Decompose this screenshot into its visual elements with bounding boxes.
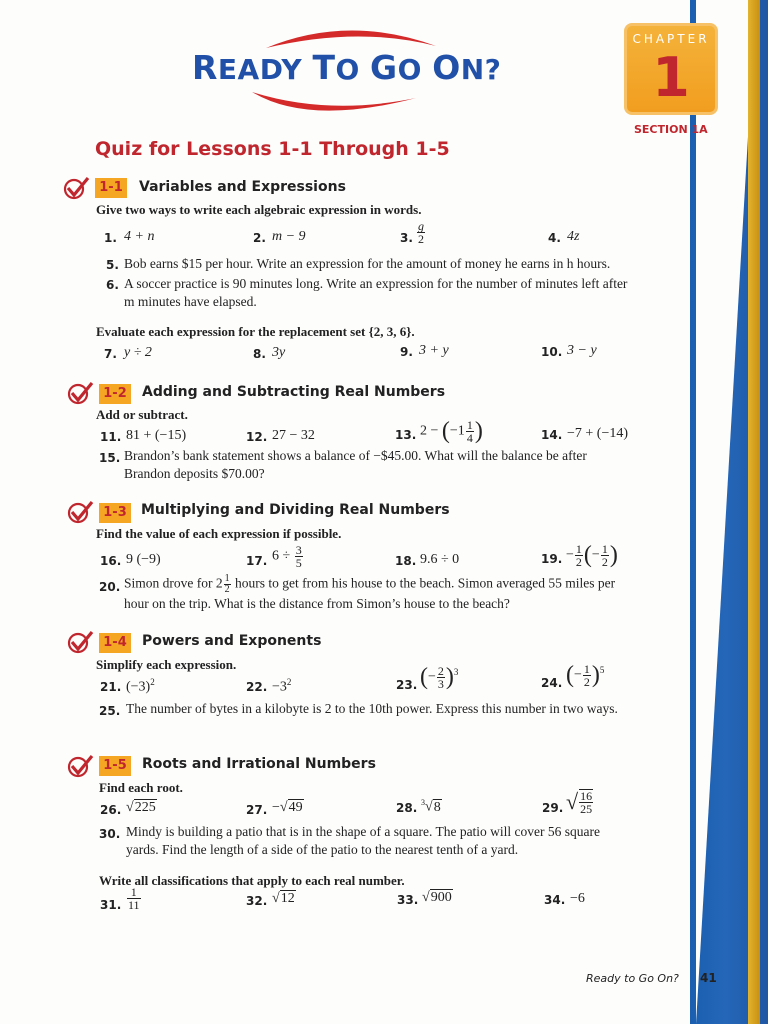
- problem-expression: √900: [422, 890, 452, 905]
- problem-expression: y ÷ 2: [124, 345, 152, 360]
- instruction: Evaluate each expression for the replacement set {2, 3, 6}.: [96, 324, 415, 339]
- problem-number: 27.: [246, 803, 268, 817]
- footer-text: Ready to Go On?: [586, 972, 679, 985]
- problem-expression: 81 + (−15): [126, 428, 187, 443]
- section-title: Variables and Expressions: [139, 179, 346, 195]
- problem-expression: − $\frac{1}{2}$ (− $\frac{1}{2}$ ): [566, 542, 618, 569]
- problem-number: 11.: [100, 430, 122, 444]
- quiz-title: Quiz for Lessons 1-1 Through 1-5: [95, 138, 450, 160]
- instruction: Simplify each expression.: [96, 657, 237, 672]
- section-title: Roots and Irrational Numbers: [142, 756, 376, 772]
- problem-number: 28.: [396, 801, 418, 815]
- word-problem: Brandon’s bank statement shows a balance of −$45.00. What will the balance be after Brandon deposits $70.00?: [124, 448, 587, 481]
- word-problem: Mindy is building a patio that is in the shape of a square. The patio will cover 56 square yards. Find the length of a side of the patio to the nearest tenth of a yard.: [126, 824, 601, 857]
- problem-expression: (− $\frac{1}{2}$ )$^5$: [566, 662, 605, 689]
- problem-expression: −6: [570, 891, 585, 906]
- problem-expression: 3 + y: [419, 343, 449, 358]
- word-problem: A soccer practice is 90 minutes long. Write an expression for the number of minutes left after m minutes have elapsed.: [124, 276, 628, 309]
- section-title: Adding and Subtracting Real Numbers: [142, 384, 446, 400]
- chapter-label: CHAPTER: [632, 32, 710, 46]
- problem-expression: √12: [272, 891, 295, 906]
- problem-number: 2.: [253, 231, 266, 245]
- problem-expression: $\frac{g}{2}$: [418, 219, 424, 246]
- problem-number: 4.: [548, 231, 561, 245]
- section-label: SECTION 1A: [634, 123, 708, 136]
- problem-number: 23.: [396, 678, 418, 692]
- problem-expression: −√49: [272, 800, 303, 815]
- problem-number: 34.: [544, 893, 566, 907]
- section-badge: 1-4: [99, 633, 131, 653]
- problem-expression: 2 − (−1 $\frac{1}{4}$ ): [420, 418, 483, 445]
- section-badge: 1-2: [99, 384, 131, 404]
- problem-number: 31.: [100, 898, 122, 912]
- chapter-number: 1: [652, 46, 690, 109]
- problem-expression: 4 + n: [124, 229, 155, 244]
- problem-expression: 9.6 ÷ 0: [420, 552, 460, 567]
- problem-expression: 6 ÷ $\frac{3}{5}$: [272, 543, 302, 570]
- problem-number: 21.: [100, 680, 122, 694]
- problem-number: 3.: [400, 231, 413, 245]
- section-badge: 1-3: [99, 503, 131, 523]
- check-mark-icon: [66, 381, 94, 405]
- instruction: Find each root.: [99, 780, 183, 795]
- page-number: 41: [700, 971, 717, 985]
- problem-number: 12.: [246, 430, 268, 444]
- side-band-gold-stripe: [748, 0, 760, 1024]
- problem-number: 18.: [395, 554, 417, 568]
- problem-number: 10.: [541, 345, 563, 359]
- instruction: Write all classifications that apply to each real number.: [99, 873, 405, 888]
- problem-expression: $(-3)^2$: [126, 677, 155, 695]
- instruction: Add or subtract.: [96, 407, 188, 422]
- problem-number: 30.: [99, 827, 121, 841]
- problem-number: 26.: [100, 803, 122, 817]
- problem-number: 14.: [541, 428, 563, 442]
- problem-number: 19.: [541, 552, 563, 566]
- problem-number: 32.: [246, 894, 268, 908]
- problem-number: 7.: [104, 347, 117, 361]
- problem-expression: 4z: [567, 229, 580, 244]
- problem-expression: (− $\frac{2}{3}$ )$^3$: [420, 664, 459, 691]
- problem-expression: √225: [126, 800, 156, 815]
- problem-expression: √ $\frac{16}{25}$: [566, 789, 593, 816]
- problem-number: 22.: [246, 680, 268, 694]
- problem-number: 6.: [106, 278, 119, 292]
- problem-expression: −7 + (−14): [567, 426, 629, 441]
- problem-expression: m − 9: [272, 229, 306, 244]
- problem-number: 5.: [106, 258, 119, 272]
- problem-expression: 3y: [272, 345, 286, 360]
- section-badge: 1-5: [99, 756, 131, 776]
- chapter-badge: [624, 23, 718, 115]
- problem-number: 25.: [99, 704, 121, 718]
- section-title: Multiplying and Dividing Real Numbers: [141, 502, 450, 518]
- problem-number: 1.: [104, 231, 117, 245]
- word-problem: Simon drove for 2 $\frac{1}{2}$ hours to get from his house to the beach. Simon averaged 55 miles per hour on the trip. What is the distance from Simon’s house to the beach?: [124, 573, 616, 611]
- problem-expression: 27 − 32: [272, 428, 315, 443]
- instruction: Find the value of each expression if possible.: [96, 526, 342, 541]
- problem-expression: $-3^2$: [272, 677, 292, 695]
- problem-number: 20.: [99, 580, 121, 594]
- problem-number: 33.: [397, 893, 419, 907]
- problem-expression: 9 (−9): [126, 552, 161, 567]
- problem-number: 16.: [100, 554, 122, 568]
- problem-expression: 3 − y: [567, 343, 597, 358]
- word-problem: Bob earns $15 per hour. Write an expression for the amount of money he earns in h hours.: [124, 256, 611, 271]
- problem-number: 29.: [542, 801, 564, 815]
- problem-number: 15.: [99, 451, 121, 465]
- banner-title: READY TO GO ON?: [192, 48, 502, 87]
- check-mark-icon: [62, 176, 90, 200]
- section-badge: 1-1: [95, 178, 127, 198]
- problem-expression: $^3$√8: [421, 798, 441, 815]
- instruction: Give two ways to write each algebraic expression in words.: [96, 202, 422, 217]
- check-mark-icon: [66, 630, 94, 654]
- problem-number: 8.: [253, 347, 266, 361]
- check-mark-icon: [66, 754, 94, 778]
- section-title: Powers and Exponents: [142, 633, 322, 649]
- check-mark-icon: [66, 500, 94, 524]
- problem-number: 24.: [541, 676, 563, 690]
- word-problem: The number of bytes in a kilobyte is 2 to the 10th power. Express this number in two ways.: [126, 701, 618, 716]
- problem-number: 13.: [395, 428, 417, 442]
- problem-number: 9.: [400, 345, 413, 359]
- problem-number: 17.: [246, 554, 268, 568]
- problem-expression: $\frac{1}{11}$: [128, 885, 140, 912]
